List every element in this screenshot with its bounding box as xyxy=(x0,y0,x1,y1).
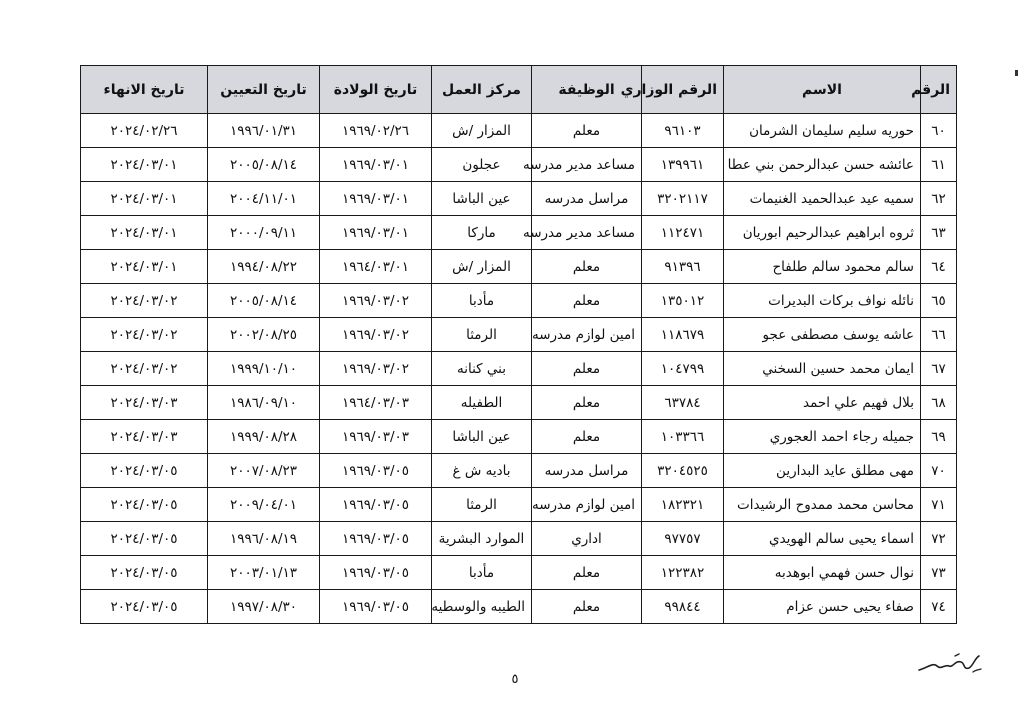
cell-workplace: الرمثا xyxy=(432,318,532,352)
header-num: الرقم xyxy=(921,66,957,114)
cell-name: حوريه سليم سليمان الشرمان xyxy=(724,114,921,148)
cell-num: ٧١ xyxy=(921,488,957,522)
cell-end: ٢٠٢٤/٠٣/٠١ xyxy=(81,250,208,284)
table-row xyxy=(81,488,957,522)
header-name: الاسم xyxy=(724,66,921,114)
cell-end: ٢٠٢٤/٠٣/٠٥ xyxy=(81,590,208,624)
cell-num: ٦٠ xyxy=(921,114,957,148)
cell-name: سالم محمود سالم طلفاح xyxy=(724,250,921,284)
cell-dob: ١٩٦٤/٠٣/٠٣ xyxy=(320,386,432,420)
cell-workplace: ماركا xyxy=(432,216,532,250)
cell-end: ٢٠٢٤/٠٣/٠٥ xyxy=(81,556,208,590)
cell-name: مهى مطلق عايد البدارين xyxy=(724,454,921,488)
cell-end: ٢٠٢٤/٠٣/٠٥ xyxy=(81,454,208,488)
cell-appointment: ٢٠٠٣/٠١/١٣ xyxy=(208,556,320,590)
cell-dob: ١٩٦٩/٠٣/٠٣ xyxy=(320,420,432,454)
cell-job: معلم xyxy=(532,420,642,454)
cell-name: ايمان محمد حسين السخني xyxy=(724,352,921,386)
cell-workplace: عين الباشا xyxy=(432,182,532,216)
cell-dob: ١٩٦٩/٠٢/٢٦ xyxy=(320,114,432,148)
cell-dob: ١٩٦٩/٠٣/٠٥ xyxy=(320,454,432,488)
cell-num: ٧٢ xyxy=(921,522,957,556)
table-row xyxy=(81,420,957,454)
cell-name: جميله رجاء احمد العجوري xyxy=(724,420,921,454)
cell-ministry-no: ٣٢٠٢١١٧ xyxy=(642,182,724,216)
table-row xyxy=(81,352,957,386)
table-row xyxy=(81,590,957,624)
cell-ministry-no: ١٨٢٣٢١ xyxy=(642,488,724,522)
cell-end: ٢٠٢٤/٠٣/٠١ xyxy=(81,148,208,182)
cell-num: ٦٧ xyxy=(921,352,957,386)
table-row xyxy=(81,250,957,284)
header-ministry-no: الرقم الوزاري xyxy=(642,66,724,114)
table-row xyxy=(81,182,957,216)
cell-num: ٦١ xyxy=(921,148,957,182)
signature xyxy=(915,648,985,678)
cell-job: معلم xyxy=(532,556,642,590)
cell-job: معلم xyxy=(532,386,642,420)
cell-ministry-no: ٣٢٠٤٥٢٥ xyxy=(642,454,724,488)
cell-ministry-no: ١٣٩٩٦١ xyxy=(642,148,724,182)
cell-end: ٢٠٢٤/٠٢/٢٦ xyxy=(81,114,208,148)
cell-dob: ١٩٦٩/٠٣/٠١ xyxy=(320,148,432,182)
table-row xyxy=(81,216,957,250)
cell-num: ٧٤ xyxy=(921,590,957,624)
cell-dob: ١٩٦٩/٠٣/٠٢ xyxy=(320,352,432,386)
cell-appointment: ٢٠٠٧/٠٨/٢٣ xyxy=(208,454,320,488)
cell-appointment: ٢٠٠٩/٠٤/٠١ xyxy=(208,488,320,522)
cell-ministry-no: ١١٢٤٧١ xyxy=(642,216,724,250)
cell-ministry-no: ٩٧٧٥٧ xyxy=(642,522,724,556)
cell-dob: ١٩٦٩/٠٣/٠١ xyxy=(320,216,432,250)
cell-appointment: ١٩٩٧/٠٨/٣٠ xyxy=(208,590,320,624)
cell-job: مراسل مدرسه xyxy=(532,182,642,216)
cell-dob: ١٩٦٩/٠٣/٠٥ xyxy=(320,556,432,590)
table-row xyxy=(81,148,957,182)
cell-num: ٦٥ xyxy=(921,284,957,318)
cell-dob: ١٩٦٤/٠٣/٠١ xyxy=(320,250,432,284)
cell-job: امين لوازم مدرسه xyxy=(532,488,642,522)
cell-end: ٢٠٢٤/٠٣/٠٥ xyxy=(81,488,208,522)
cell-appointment: ١٩٩٤/٠٨/٢٢ xyxy=(208,250,320,284)
cell-job: اداري xyxy=(532,522,642,556)
cell-name: عائشه حسن عبدالرحمن بني عطا xyxy=(724,148,921,182)
cell-job: معلم xyxy=(532,250,642,284)
cell-workplace: الطيبه والوسطيه xyxy=(432,590,532,624)
cell-name: بلال فهيم علي احمد xyxy=(724,386,921,420)
cell-appointment: ٢٠٠٥/٠٨/١٤ xyxy=(208,148,320,182)
cell-name: نوال حسن فهمي ابوهدبه xyxy=(724,556,921,590)
cell-dob: ١٩٦٩/٠٣/٠٢ xyxy=(320,284,432,318)
cell-ministry-no: ١٣٥٠١٢ xyxy=(642,284,724,318)
cell-workplace: باديه ش غ xyxy=(432,454,532,488)
cell-appointment: ١٩٩٩/١٠/١٠ xyxy=(208,352,320,386)
table-row xyxy=(81,318,957,352)
page-number: ٥ xyxy=(511,672,519,687)
cell-appointment: ٢٠٠٥/٠٨/١٤ xyxy=(208,284,320,318)
table-row xyxy=(81,386,957,420)
cell-ministry-no: ٩٩٨٤٤ xyxy=(642,590,724,624)
cell-appointment: ٢٠٠٢/٠٨/٢٥ xyxy=(208,318,320,352)
cell-dob: ١٩٦٩/٠٣/٠١ xyxy=(320,182,432,216)
employee-table-container xyxy=(80,65,956,624)
cell-job: معلم xyxy=(532,284,642,318)
cell-name: صفاء يحيى حسن عزام xyxy=(724,590,921,624)
cell-ministry-no: ٦٣٧٨٤ xyxy=(642,386,724,420)
cell-workplace: المزار /ش xyxy=(432,250,532,284)
cell-name: اسماء يحيى سالم الهويدي xyxy=(724,522,921,556)
cell-num: ٦٩ xyxy=(921,420,957,454)
cell-dob: ١٩٦٩/٠٣/٠٥ xyxy=(320,522,432,556)
table-row xyxy=(81,114,957,148)
cell-name: محاسن محمد ممدوح الرشيدات xyxy=(724,488,921,522)
cell-end: ٢٠٢٤/٠٣/٠٣ xyxy=(81,420,208,454)
cell-appointment: ٢٠٠٤/١١/٠١ xyxy=(208,182,320,216)
header-end: تاريخ الانهاء xyxy=(81,66,208,114)
table-row xyxy=(81,556,957,590)
cell-end: ٢٠٢٤/٠٣/٠١ xyxy=(81,182,208,216)
table-body xyxy=(81,114,957,624)
cell-ministry-no: ١١٨٦٧٩ xyxy=(642,318,724,352)
cell-name: ثروه ابراهيم عبدالرحيم ابوريان xyxy=(724,216,921,250)
cell-ministry-no: ١٢٢٣٨٢ xyxy=(642,556,724,590)
cell-end: ٢٠٢٤/٠٣/٠٢ xyxy=(81,318,208,352)
table-row xyxy=(81,284,957,318)
cell-job: مراسل مدرسه xyxy=(532,454,642,488)
cell-num: ٦٨ xyxy=(921,386,957,420)
cell-name: سميه عيد عبدالحميد الغنيمات xyxy=(724,182,921,216)
cell-num: ٧٠ xyxy=(921,454,957,488)
cell-num: ٦٤ xyxy=(921,250,957,284)
cell-name: عاشه يوسف مصطفى عجو xyxy=(724,318,921,352)
cell-dob: ١٩٦٩/٠٣/٠٥ xyxy=(320,590,432,624)
cell-num: ٦٢ xyxy=(921,182,957,216)
cell-job: معلم xyxy=(532,114,642,148)
cell-ministry-no: ١٠٤٧٩٩ xyxy=(642,352,724,386)
cell-workplace: عين الباشا xyxy=(432,420,532,454)
cell-workplace: الرمثا xyxy=(432,488,532,522)
cell-workplace: بني كنانه xyxy=(432,352,532,386)
cell-end: ٢٠٢٤/٠٣/٠٢ xyxy=(81,284,208,318)
employee-table xyxy=(80,65,957,624)
cell-ministry-no: ٩٦١٠٣ xyxy=(642,114,724,148)
cell-num: ٦٦ xyxy=(921,318,957,352)
cell-appointment: ١٩٩٩/٠٨/٢٨ xyxy=(208,420,320,454)
cell-num: ٧٣ xyxy=(921,556,957,590)
cell-workplace: الموارد البشرية xyxy=(432,522,532,556)
header-job: الوظيفة xyxy=(532,66,642,114)
cell-dob: ١٩٦٩/٠٣/٠٥ xyxy=(320,488,432,522)
header-row xyxy=(81,66,957,114)
cell-job: مساعد مدير مدرسه xyxy=(532,148,642,182)
cell-end: ٢٠٢٤/٠٣/٠١ xyxy=(81,216,208,250)
cell-appointment: ٢٠٠٠/٠٩/١١ xyxy=(208,216,320,250)
cell-workplace: الطفيله xyxy=(432,386,532,420)
cell-ministry-no: ١٠٣٣٦٦ xyxy=(642,420,724,454)
cell-job: مساعد مدير مدرسه xyxy=(532,216,642,250)
cell-appointment: ١٩٨٦/٠٩/١٠ xyxy=(208,386,320,420)
cell-workplace: مأدبا xyxy=(432,556,532,590)
cell-workplace: المزار /ش xyxy=(432,114,532,148)
cell-end: ٢٠٢٤/٠٣/٠٢ xyxy=(81,352,208,386)
cell-ministry-no: ٩١٣٩٦ xyxy=(642,250,724,284)
cell-job: امين لوازم مدرسه xyxy=(532,318,642,352)
cell-num: ٦٣ xyxy=(921,216,957,250)
header-workplace: مركز العمل xyxy=(432,66,532,114)
cell-appointment: ١٩٩٦/٠١/٣١ xyxy=(208,114,320,148)
edge-mark xyxy=(1015,70,1018,76)
table-row xyxy=(81,522,957,556)
cell-workplace: مأدبا xyxy=(432,284,532,318)
table-row xyxy=(81,454,957,488)
cell-name: نائله نواف بركات البديرات xyxy=(724,284,921,318)
cell-job: معلم xyxy=(532,352,642,386)
cell-end: ٢٠٢٤/٠٣/٠٣ xyxy=(81,386,208,420)
cell-job: معلم xyxy=(532,590,642,624)
header-appointment: تاريخ التعيين xyxy=(208,66,320,114)
cell-end: ٢٠٢٤/٠٣/٠٥ xyxy=(81,522,208,556)
cell-appointment: ١٩٩٦/٠٨/١٩ xyxy=(208,522,320,556)
cell-workplace: عجلون xyxy=(432,148,532,182)
header-dob: تاريخ الولادة xyxy=(320,66,432,114)
cell-dob: ١٩٦٩/٠٣/٠٢ xyxy=(320,318,432,352)
